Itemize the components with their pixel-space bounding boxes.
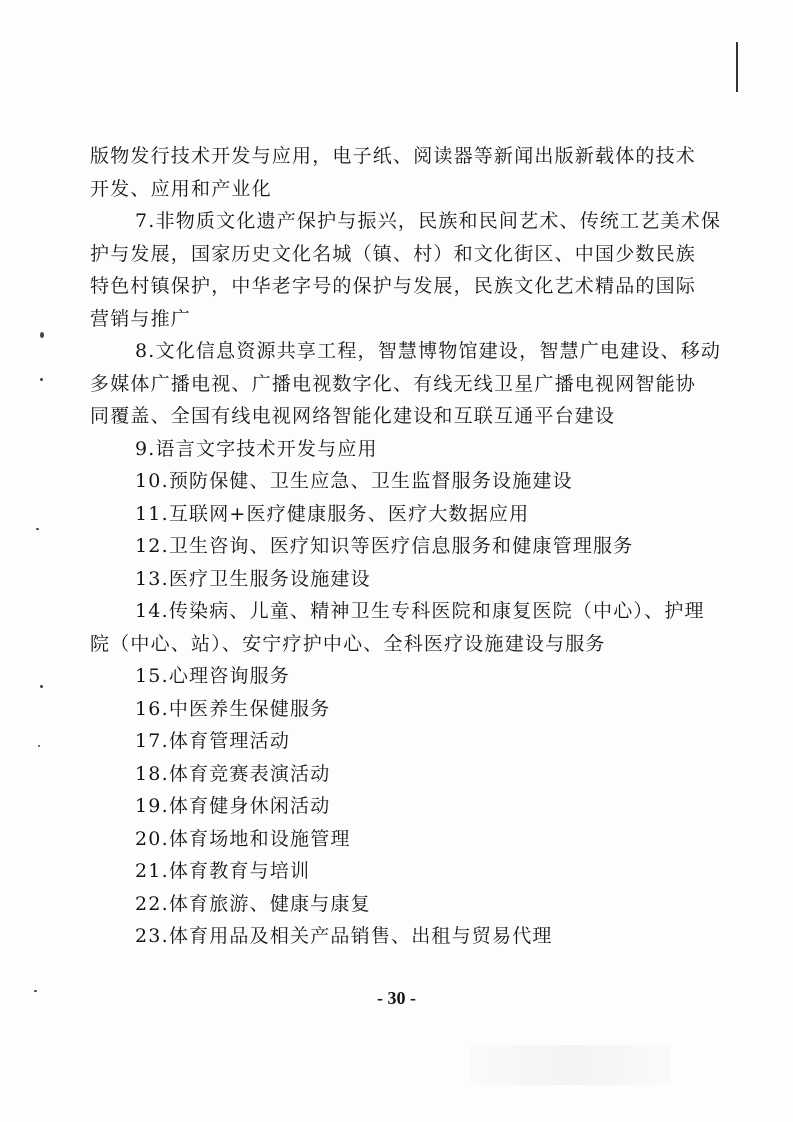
text-line: 版物发行技术开发与应用，电子纸、阅读器等新闻出版新载体的技术 [90, 145, 697, 167]
text-line: 开发、应用和产业化 [90, 177, 272, 200]
list-item-11: 11.互联网+医疗健康服务、医疗大数据应用 [135, 502, 530, 525]
list-item-20: 20.体育场地和设施管理 [135, 827, 351, 850]
list-item-17: 17.体育管理活动 [135, 730, 291, 752]
text-line: 同覆盖、全国有线电视网络智能化建设和互联互通平台建设 [90, 405, 616, 427]
page-number: - 30 - [377, 988, 416, 1008]
list-item-12: 12.卫生咨询、医疗知识等医疗信息服务和健康管理服务 [135, 535, 634, 557]
list-item-23: 23.体育用品及相关产品销售、出租与贸易代理 [135, 925, 553, 947]
text-line: 多媒体广播电视、广播电视数字化、有线无线卫星广播电视网智能协 [90, 372, 697, 395]
document-body [90, 140, 722, 953]
text-line: 院（中心、站）、安宁疗护中心、全科医疗设施建设与服务 [90, 632, 606, 655]
list-item-18: 18.体育竞赛表演活动 [135, 762, 331, 785]
scan-shadow [470, 1045, 670, 1085]
text-line: 特色村镇保护，中华老字号的保护与发展，民族文化艺术精品的国际 [90, 275, 697, 297]
list-item-7: 7.非物质文化遗产保护与振兴，民族和民间艺术、传统工艺美术保 [135, 210, 722, 232]
list-item-14: 14.传染病、儿童、精神卫生专科医院和康复医院（中心）、护理 [135, 600, 705, 622]
list-item-10: 10.预防保健、卫生应急、卫生监督服务设施建设 [135, 470, 573, 492]
text-line: 护与发展，国家历史文化名城（镇、村）和文化街区、中国少数民族 [90, 242, 697, 265]
list-item-9: 9.语言文字技术开发与应用 [135, 437, 378, 460]
scan-speck [40, 378, 43, 381]
scan-speck [38, 745, 40, 747]
scan-speck [34, 990, 37, 992]
list-item-15: 15.心理咨询服务 [135, 665, 291, 687]
list-item-16: 16.中医养生保健服务 [135, 697, 331, 720]
scan-speck [36, 528, 39, 530]
list-item-19: 19.体育健身休闲活动 [135, 795, 331, 817]
scan-edge-mark [736, 42, 738, 92]
list-item-8: 8.文化信息资源共享工程，智慧博物馆建设，智慧广电建设、移动 [135, 340, 722, 362]
scan-speck [40, 685, 43, 688]
list-item-22: 22.体育旅游、健康与康复 [135, 892, 371, 915]
text-line: 营销与推广 [90, 307, 192, 330]
list-item-21: 21.体育教育与培训 [135, 860, 311, 882]
list-item-13: 13.医疗卫生服务设施建设 [135, 567, 371, 590]
scan-speck [40, 332, 44, 338]
